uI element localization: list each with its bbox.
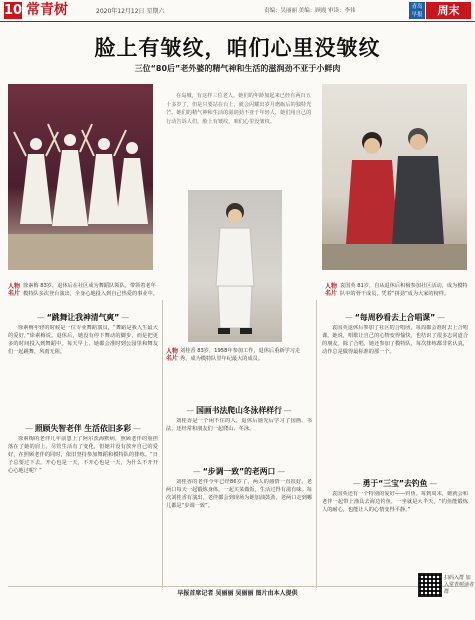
dance-photo [8, 84, 153, 270]
section-title: — “步调一致”的老两口 — [166, 466, 312, 477]
section-title: — 国画书法爬山冬泳样样行 — [166, 405, 312, 416]
footer-rule [8, 586, 468, 587]
qr-code-label: 扫码入群 加入常青树读者群 [444, 575, 475, 595]
section-title: — “跳舞让我神清气爽” — [8, 312, 158, 323]
section-body: 袁国英还有一个特别的爱好——钓鱼。每到周末，她就会和老伴一起带上渔具去海边钓鱼，一坐就是大半天。“钓鱼能锻炼人的耐心，也能让人的心情变得平静。” [322, 491, 468, 513]
choir-photo [322, 84, 467, 270]
section-title: — “每周秒看去上合唱课” — [322, 312, 468, 323]
section-body: 徐素梅年轻的时候是一位专业舞蹈演员，“舞蹈是我人生最大的爱好，”徐素梅说。退休后，她没有停下舞动的脚步，而是把更多的时间投入到舞蹈中。每天早上，她都会准时到公园里和舞友们一起跳舞，风雨无阻。 [8, 325, 158, 355]
masthead [0, 0, 475, 22]
column-divider [162, 300, 163, 588]
profile-tag: 人物名片 [325, 283, 338, 297]
section-body: 刘桂香是一个闲不住的人，退休后她先后学习了国画、书法，还经常和朋友们一起爬山、冬泳。 [166, 418, 312, 432]
section-body: 刘桂香的老伴今年已经86岁了，两人的感情一直很好。老两口每天一起锻炼身体，一起买菜做饭，生活过得有滋有味。每次刘桂香有演出，老伴都会到现场为她加油鼓劲，老两口走到哪儿都是“步调一致”。 [166, 479, 312, 509]
issue-date: 2020年12月12日 星期六 [96, 8, 165, 15]
qr-code-icon[interactable] [418, 573, 442, 597]
newspaper-logo: 青岛早报 [409, 2, 425, 19]
column-divider [316, 300, 317, 588]
couple-illustration [322, 84, 467, 270]
intro-paragraph: 在岛城，有这样三位老人，她们的年龄加起来已经有两百五十多岁了，但是只要站在台上，就会闪耀出岁月磨砺后的独特光芒。她们的精气神和生活的滋润劲不亚于年轻人，她们用自己的行动告诉人们，脸上有皱纹，咱们心里没皱纹。 [166, 93, 312, 125]
section-body: 徐素梅的老伴几年前患上了阿尔茨海默病，照顾老伴的重担落在了她的肩上。尽管生活有了变化，但她并没有放弃自己的爱好，在照顾老伴的同时，依旧坚持参加舞蹈和模特队的排练。“日子总要过下去，开心也是一天，不开心也是一天，为什么不开开心心地过呢？” [8, 436, 158, 474]
section-body: 袁国英退休后参加了社区的合唱团，每周都会准时去上合唱课。她说，唱歌让自己的心情变得愉快，也结识了很多志同道合的朋友。除了合唱，她还参加了模特队，每次排练都非常认真，动作总是做得最标准的那一个。 [322, 325, 468, 355]
section-title: — 勇于“三宝”去钓鱼 — [322, 478, 468, 489]
editor-credits: 责编：吴丽丽 美编：顾霞 审读：李伟 [264, 8, 356, 14]
page-number: 10 [4, 3, 23, 18]
model-photo [188, 190, 282, 342]
photo-credit: 早报首席记者 吴丽丽 吴丽丽 图片由本人提供 [177, 590, 298, 597]
left-photo-caption: 徐素梅 83岁，退休后在社区成为舞蹈队领队，带领着老年模特队多次登台演出，全身心地投入到自己热爱的事业中。 [23, 283, 158, 298]
model-illustration [188, 190, 282, 342]
profile-tag: 人物名片 [166, 348, 179, 362]
page-subhead: 三位“80后”老外婆的精气神和生活的滋润劲不亚于小鲜肉 [134, 64, 341, 73]
dancers-illustration [8, 84, 153, 270]
section-name: 常青树 [26, 2, 68, 18]
right-photo-caption: 袁国英 81岁，自从退休后积极参加社区活动，成为模特队中的骨干成员，凭着“拼劲”成为大家的榜样。 [340, 283, 468, 298]
weekend-badge: 周末 [426, 2, 471, 19]
page-headline: 脸上有皱纹，咱们心里没皱纹 [94, 36, 381, 60]
profile-tag: 人物名片 [8, 283, 21, 297]
center-photo-caption: 刘桂香 83岁，1958年参加工作，退休后重新学习走秀，成为模特队里年纪最大的成员。 [180, 348, 301, 363]
section-title: — 照顾失智老伴 生活依旧多彩 — [8, 423, 158, 434]
